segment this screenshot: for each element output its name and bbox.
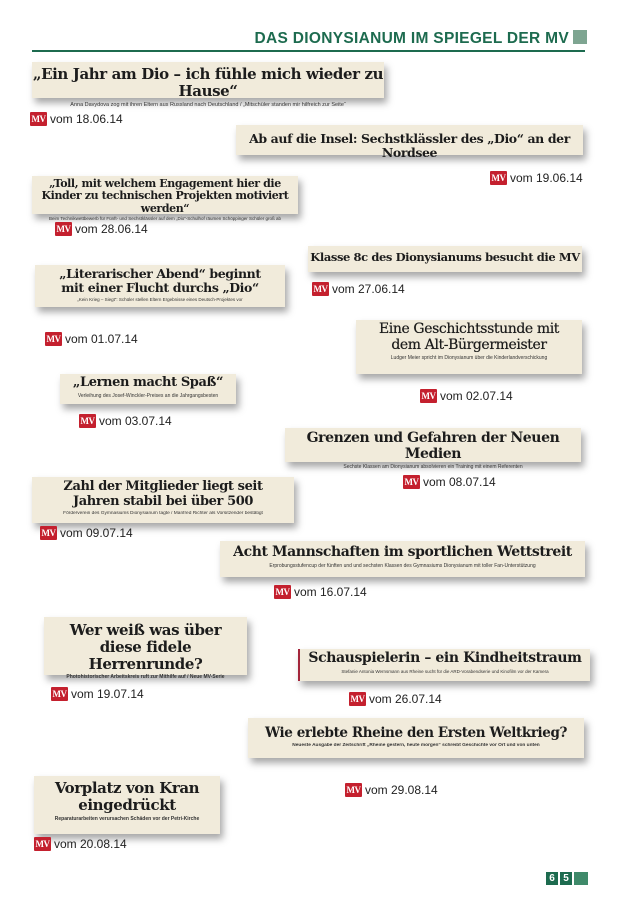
article-clipping [248, 718, 584, 758]
page-number [546, 872, 588, 885]
mv-logo-icon: MV [31, 114, 46, 124]
article-clipping [34, 776, 220, 834]
headline: Wer weiß was über diese fidele Herrenrunde? [69, 621, 222, 673]
subtitle: Reparaturarbeiten verursachen Schäden vor der Petri-Kirche [54, 815, 200, 822]
source-line [79, 414, 172, 428]
source-line [403, 475, 496, 489]
mv-logo-icon: MV [46, 334, 61, 344]
article-date: vom 16.07.14 [294, 585, 367, 599]
headline: „Ein Jahr am Dio – ich fühle mich wieder zu Hause“ [32, 65, 384, 100]
article-date: vom 02.07.14 [440, 389, 513, 403]
headline: Ab auf die Insel: Sechstklässler des „Dio“ an der Nordsee [249, 131, 570, 160]
article-clipping [44, 617, 247, 681]
page-digit: 5 [560, 872, 572, 885]
headline: Klasse 8c des Dionysianums besucht die MV [310, 250, 580, 264]
subtitle: Neueste Ausgabe der Zeitschrift „Rheine gestern, heute morgen“ schreibt Geschichte vor Ort und von unten [292, 743, 540, 749]
headline: Schauspielerin – ein Kindheitstraum [308, 650, 582, 666]
article-clipping [220, 541, 585, 577]
header-accent-square [573, 30, 587, 44]
article-clipping [236, 125, 583, 160]
mv-logo-icon: MV [41, 528, 56, 538]
article-date: vom 09.07.14 [60, 526, 133, 540]
subtitle: Stefanie Antonia Wernsmann aus Rheine sucht für die ARD-Vorabendserie und Kinofilm vor der Kamera [341, 668, 549, 674]
source-line [345, 783, 438, 797]
headline: „Lernen macht Spaß“ [72, 375, 224, 390]
mv-logo-icon: MV [313, 284, 328, 294]
headline: Vorplatz von Kran eingedrückt [54, 779, 200, 814]
headline: Grenzen und Gefahren der Neuen Medien [306, 430, 560, 462]
article-clipping [356, 320, 582, 374]
source-line [312, 282, 405, 296]
mv-logo-icon: MV [346, 785, 361, 795]
source-line [55, 222, 148, 236]
article-date: vom 20.08.14 [54, 837, 127, 851]
article-date: vom 29.08.14 [365, 783, 438, 797]
page-number-accent [574, 872, 588, 885]
source-line [490, 171, 583, 185]
source-line [34, 837, 127, 851]
article-clipping [298, 649, 590, 681]
source-line [30, 112, 123, 126]
subtitle: Verleihung des Josef-Winckler-Preises an die Jahrgangsbesten [77, 392, 219, 399]
article-clipping [35, 265, 285, 307]
article-date: vom 08.07.14 [423, 475, 496, 489]
headline: Zahl der Mitglieder liegt seit Jahren stabil bei über 500 [63, 479, 263, 509]
subtitle: Anna Davydova zog mit ihren Eltern aus Russland nach Deutschland / „Mitschüler standen mir hilfreich zur Seite“ [70, 101, 346, 108]
subtitle: Photohistorischer Arbeitskreis ruft zur Mithilfe auf / Neue MV-Serie [66, 674, 225, 681]
mv-logo-icon: MV [35, 839, 50, 849]
source-line [420, 389, 513, 403]
source-line [40, 526, 133, 540]
article-date: vom 18.06.14 [50, 112, 123, 126]
headline: Eine Geschichtsstunde mit dem Alt-Bürgermeister [378, 321, 560, 353]
mv-logo-icon: MV [421, 391, 436, 401]
source-line [274, 585, 367, 599]
article-clipping [308, 246, 582, 272]
article-clipping [285, 428, 581, 471]
source-line [349, 692, 442, 706]
mv-logo-icon: MV [491, 173, 506, 183]
page-digit: 6 [546, 872, 558, 885]
subtitle: Sechste Klassen am Dionysianum absolvieren ein Training mit einem Referenten [343, 464, 523, 471]
subtitle: Förderverein des Gymnasiums Dionysianum tagte / Manfred Richter als Vorsitzender bestätigt [63, 511, 263, 517]
article-date: vom 19.07.14 [71, 687, 144, 701]
headline: Wie erlebte Rheine den Ersten Weltkrieg? [264, 725, 567, 741]
article-clipping [32, 62, 384, 108]
headline: „Literarischer Abend“ beginnt mit einer Flucht durchs „Dio“ [59, 266, 261, 295]
source-line [51, 687, 144, 701]
mv-logo-icon: MV [350, 694, 365, 704]
page-title: DAS DIONYSIANUM IM SPIEGEL DER MV [254, 30, 569, 47]
article-date: vom 27.06.14 [332, 282, 405, 296]
headline: Acht Mannschaften im sportlichen Wettstreit [233, 544, 572, 560]
subtitle: „Kein Krieg – Siegt“: Schüler stellen Eltern Ergebnisse eines Deutsch-Projektes vor [77, 297, 243, 302]
article-date: vom 01.07.14 [65, 332, 138, 346]
mv-logo-icon: MV [80, 416, 95, 426]
subtitle: Ludger Meier spricht im Dionysianum über die Kinderlandverschickung [390, 355, 548, 362]
mv-logo-icon: MV [275, 587, 290, 597]
article-clipping [32, 477, 294, 523]
mv-logo-icon: MV [404, 477, 419, 487]
source-line [45, 332, 138, 346]
subtitle: Beim Technikwettbewerb für Fünft- und Sechstklässler auf dem „Dio“-Schulhof räumen Schöppinger Schüler groß ab [48, 215, 282, 221]
header-divider [32, 50, 585, 52]
mv-logo-icon: MV [52, 689, 67, 699]
article-clipping [60, 374, 236, 404]
article-date: vom 19.06.14 [510, 171, 583, 185]
article-date: vom 28.06.14 [75, 222, 148, 236]
article-date: vom 03.07.14 [99, 414, 172, 428]
article-date: vom 26.07.14 [369, 692, 442, 706]
mv-logo-icon: MV [56, 224, 71, 234]
subtitle: Erprobungsstufencup der fünften und und sechsten Klassen des Gymnasiums Dionysianum mit toller Fan-Unterstützung [269, 562, 536, 569]
article-clipping [32, 176, 298, 221]
headline: „Toll, mit welchem Engagement hier die Kinder zu technischen Projekten motiviert werden“ [41, 177, 289, 215]
